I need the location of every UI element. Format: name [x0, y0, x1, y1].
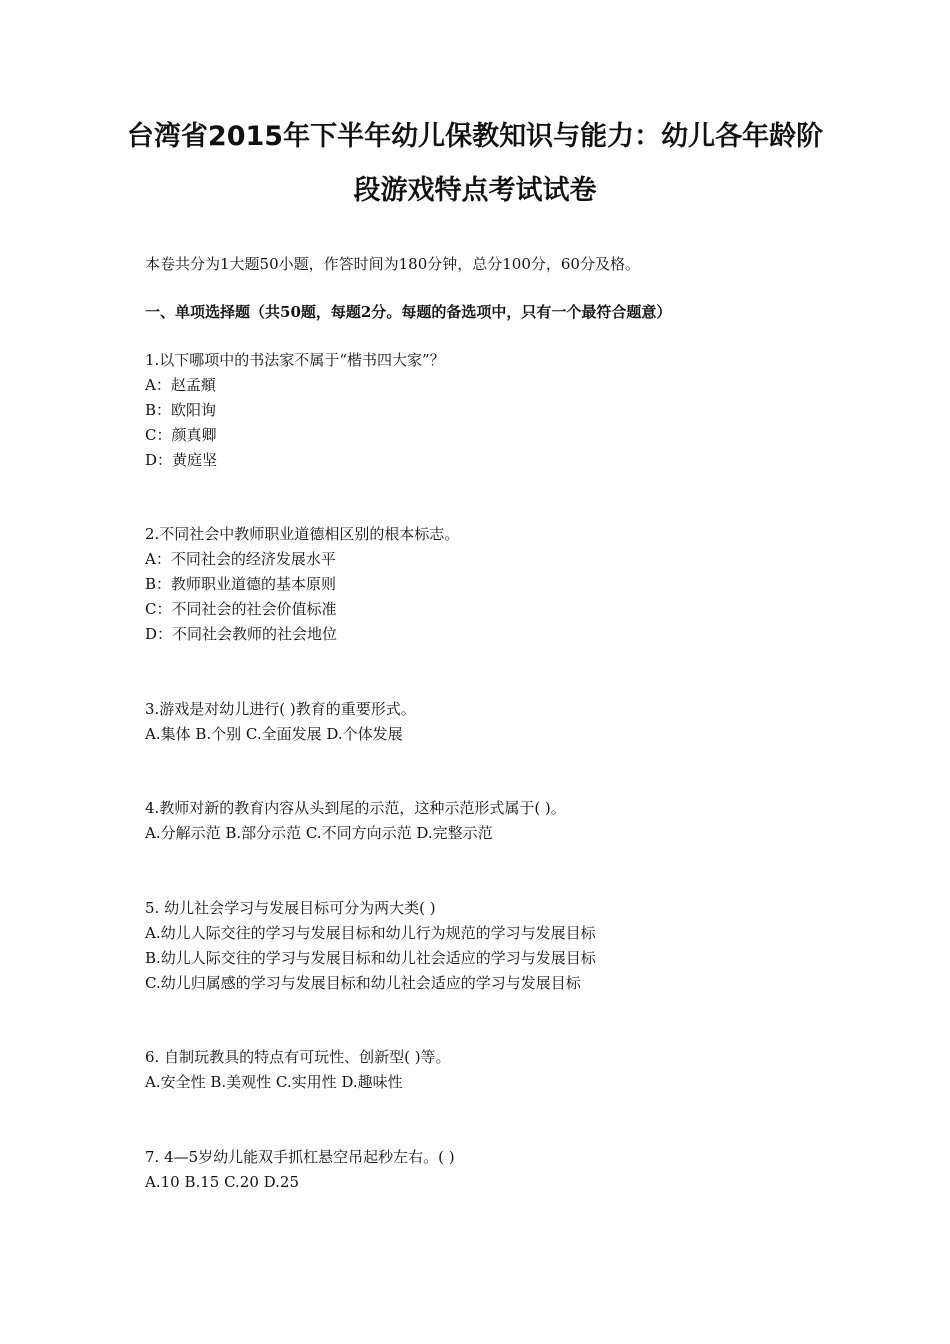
question-option: D：不同社会教师的社会地位 [145, 625, 338, 643]
question-stem: 4.教师对新的教育内容从头到尾的示范，这种示范形式属于( )。 [145, 799, 566, 817]
question-option: A：赵孟頫 [145, 376, 216, 394]
question-option: A：不同社会的经济发展水平 [145, 550, 336, 568]
question-5 [145, 896, 845, 996]
question-options-inline: A.集体 B.个别 C.全面发展 D.个体发展 [145, 725, 403, 743]
question-3 [145, 697, 845, 747]
question-option: D：黄庭坚 [145, 451, 218, 469]
question-option: C：不同社会的社会价值标准 [145, 600, 337, 618]
question-stem: 2.不同社会中教师职业道德相区别的根本标志。 [145, 525, 460, 543]
question-stem: 5. 幼儿社会学习与发展目标可分为两大类( ) [145, 899, 436, 917]
document-title-line-2: 段游戏特点考试试卷 [353, 175, 597, 206]
question-stem: 3.游戏是对幼儿进行( )教育的重要形式。 [145, 700, 416, 718]
question-4 [145, 796, 845, 846]
question-option: B：欧阳询 [145, 401, 217, 419]
exam-intro: 本卷共分为1大题50小题，作答时间为180分钟，总分100分，60分及格。 [145, 255, 640, 273]
question-option: B.幼儿人际交往的学习与发展目标和幼儿社会适应的学习与发展目标 [145, 949, 596, 967]
question-options-inline: A.分解示范 B.部分示范 C.不同方向示范 D.完整示范 [145, 824, 493, 842]
question-option: B：教师职业道德的基本原则 [145, 575, 337, 593]
question-6 [145, 1045, 845, 1095]
question-stem: 7. 4—5岁幼儿能双手抓杠悬空吊起秒左右。( ) [145, 1148, 455, 1166]
question-2 [145, 522, 845, 647]
question-options-inline: A.10 B.15 C.20 D.25 [145, 1173, 300, 1191]
question-stem: 6. 自制玩教具的特点有可玩性、创新型( )等。 [145, 1048, 451, 1066]
document-title-line-1: 台湾省2015年下半年幼儿保教知识与能力：幼儿各年龄阶 [126, 121, 824, 152]
question-option: C：颜真卿 [145, 426, 217, 444]
question-7 [145, 1145, 845, 1195]
question-1 [145, 348, 845, 473]
section-heading: 一、单项选择题（共50题，每题2分。每题的备选项中，只有一个最符合题意） [145, 303, 672, 321]
question-stem: 1.以下哪项中的书法家不属于“楷书四大家”？ [145, 351, 445, 369]
question-option: A.幼儿人际交往的学习与发展目标和幼儿行为规范的学习与发展目标 [145, 924, 596, 942]
question-option: C.幼儿归属感的学习与发展目标和幼儿社会适应的学习与发展目标 [145, 974, 581, 992]
question-options-inline: A.安全性 B.美观性 C.实用性 D.趣味性 [145, 1073, 403, 1091]
